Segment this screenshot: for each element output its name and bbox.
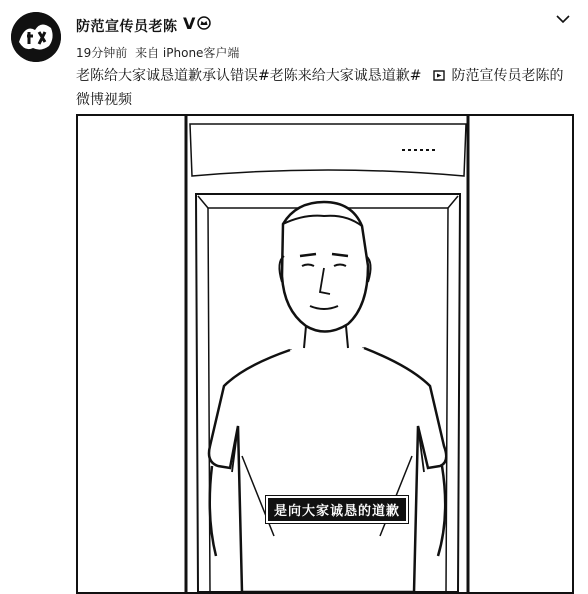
author-avatar[interactable] xyxy=(11,12,61,62)
post-content xyxy=(76,64,576,112)
post-source: 来自 iPhone客户端 xyxy=(135,46,240,60)
post-text[interactable]: 老陈给大家诚恳道歉承认错误#老陈来给大家诚恳道歉# xyxy=(76,68,422,84)
video-link-icon xyxy=(433,70,445,81)
verified-badge: V xyxy=(183,14,196,33)
video-player[interactable] xyxy=(76,114,574,594)
post-meta xyxy=(76,44,239,61)
post-time[interactable]: 19分钟前 xyxy=(76,46,128,60)
crown-icon xyxy=(197,16,211,30)
video-subtitle: 是向大家诚恳的道歉 xyxy=(266,496,408,523)
video-link[interactable]: 防范宣传员老陈的微博视频 xyxy=(76,68,564,108)
avatar-icon xyxy=(11,12,61,62)
chevron-down-icon[interactable] xyxy=(555,13,571,25)
author-name[interactable]: 防范宣传员老陈 xyxy=(76,19,178,35)
